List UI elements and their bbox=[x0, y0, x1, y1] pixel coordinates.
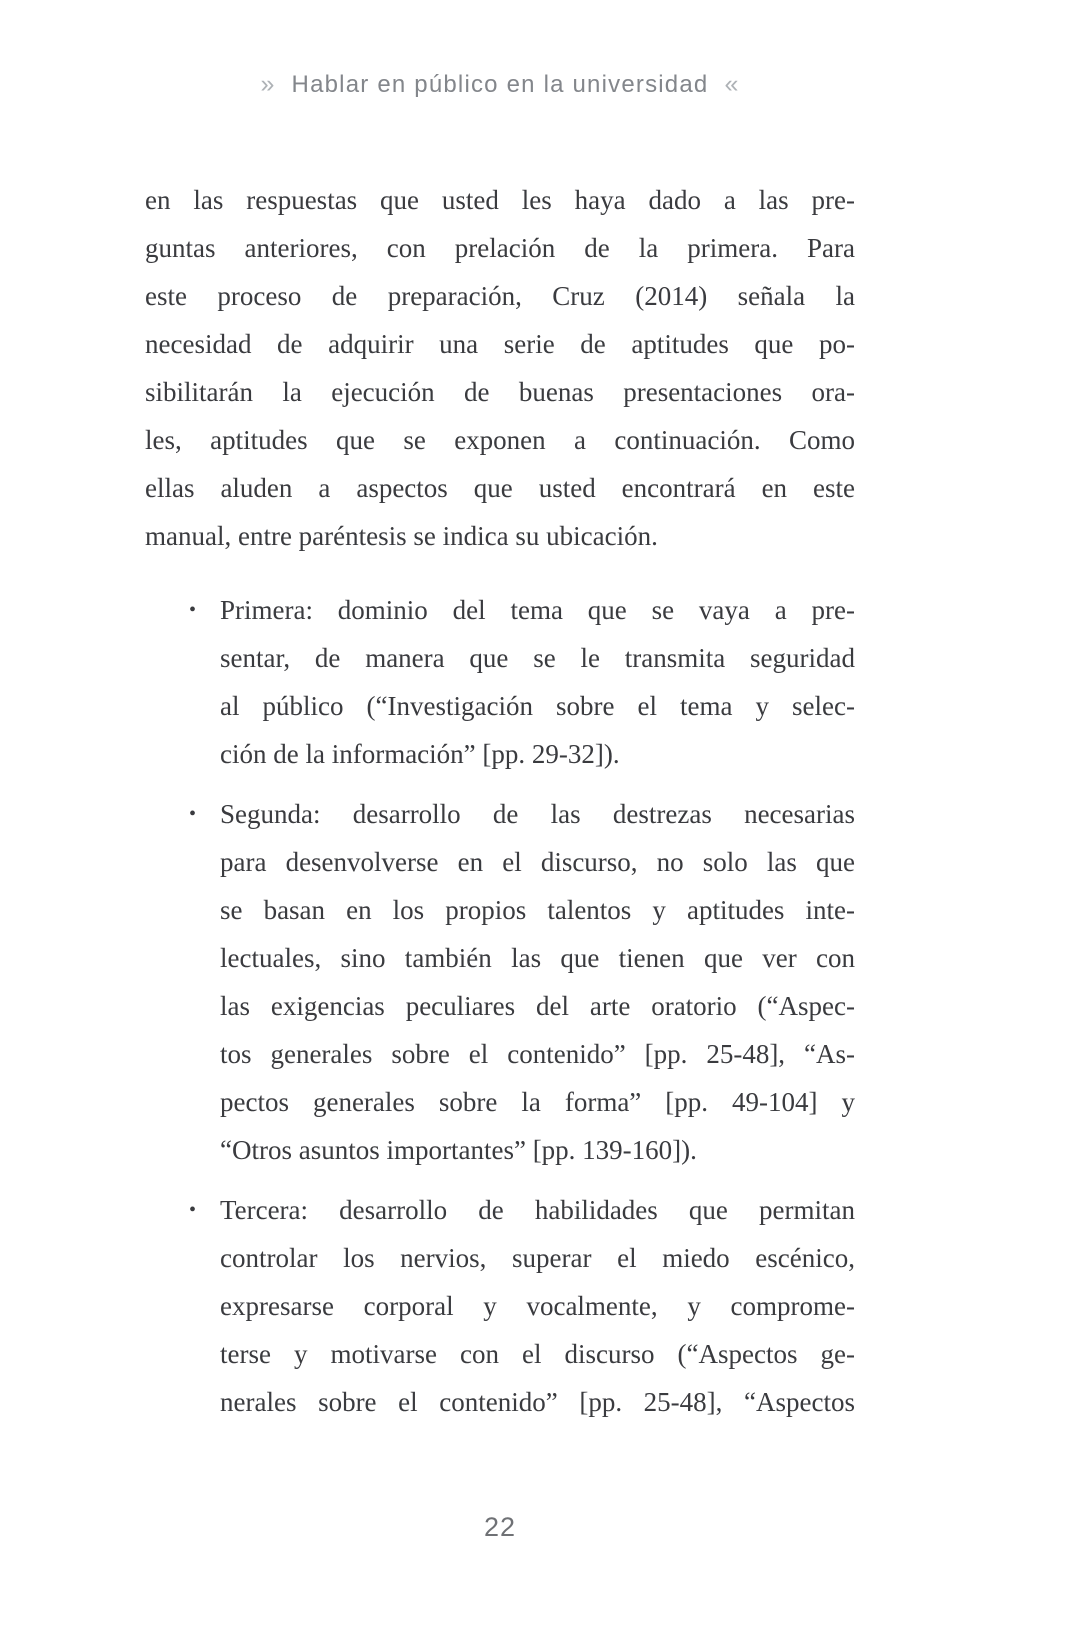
text-line: nerales sobre el contenido” [pp. 25-48], “Aspectos bbox=[220, 1387, 855, 1417]
text-line: les, aptitudes que se exponen a continuación. Como bbox=[145, 425, 855, 455]
text-line: pectos generales sobre la forma” [pp. 49-104] y bbox=[220, 1087, 855, 1117]
running-header-title: Hablar en público en la universidad bbox=[291, 71, 709, 98]
text-line: Tercera: desarrollo de habilidades que permitan bbox=[220, 1195, 855, 1225]
text-line: para desenvolverse en el discurso, no solo las que bbox=[220, 847, 855, 877]
text-line: “Otros asuntos importantes” [pp. 139-160]). bbox=[220, 1135, 697, 1165]
list-item-primera bbox=[145, 586, 855, 778]
text-line: sentar, de manera que se le transmita seguridad bbox=[220, 643, 855, 673]
text-line: sibilitarán la ejecución de buenas presentaciones ora- bbox=[145, 377, 855, 407]
running-header bbox=[145, 70, 855, 99]
text-line: en las respuestas que usted les haya dado a las pre- bbox=[145, 185, 855, 215]
text-line: se basan en los propios talentos y aptitudes inte- bbox=[220, 895, 855, 925]
text-line: guntas anteriores, con prelación de la primera. Para bbox=[145, 233, 855, 263]
right-guillemet-icon: « bbox=[724, 70, 740, 98]
left-guillemet-icon: » bbox=[260, 70, 276, 98]
text-line: al público (“Investigación sobre el tema y selec- bbox=[220, 691, 855, 721]
list-item-text bbox=[220, 586, 855, 778]
text-line: este proceso de preparación, Cruz (2014) señala la bbox=[145, 281, 855, 311]
text-line: las exigencias peculiares del arte oratorio (“Aspec- bbox=[220, 991, 855, 1021]
page-number: 22 bbox=[483, 1512, 517, 1542]
text-line: Segunda: desarrollo de las destrezas necesarias bbox=[220, 799, 855, 829]
list-item-tercera bbox=[145, 1186, 855, 1426]
text-line: tos generales sobre el contenido” [pp. 25-48], “As- bbox=[220, 1039, 855, 1069]
intro-paragraph bbox=[145, 176, 855, 560]
text-line: ción de la información” [pp. 29-32]). bbox=[220, 739, 620, 769]
aptitude-list bbox=[145, 586, 855, 1426]
text-line: terse y motivarse con el discurso (“Aspectos ge- bbox=[220, 1339, 855, 1369]
list-item-segunda bbox=[145, 790, 855, 1174]
text-column bbox=[145, 176, 855, 1438]
text-line: manual, entre paréntesis se indica su ubicación. bbox=[145, 521, 658, 551]
bullet-icon: • bbox=[189, 803, 197, 825]
bullet-icon: • bbox=[189, 1199, 197, 1221]
text-line: ellas aluden a aspectos que usted encontrará en este bbox=[145, 473, 855, 503]
text-line: expresarse corporal y vocalmente, y comprome- bbox=[220, 1291, 855, 1321]
text-line: controlar los nervios, superar el miedo escénico, bbox=[220, 1243, 855, 1273]
text-line: Primera: dominio del tema que se vaya a pre- bbox=[220, 595, 855, 625]
text-line: lectuales, sino también las que tienen que ver con bbox=[220, 943, 855, 973]
text-line: necesidad de adquirir una serie de aptitudes que po- bbox=[145, 329, 855, 359]
bullet-icon: • bbox=[189, 599, 197, 621]
list-item-text bbox=[220, 790, 855, 1174]
list-item-text bbox=[220, 1186, 855, 1426]
